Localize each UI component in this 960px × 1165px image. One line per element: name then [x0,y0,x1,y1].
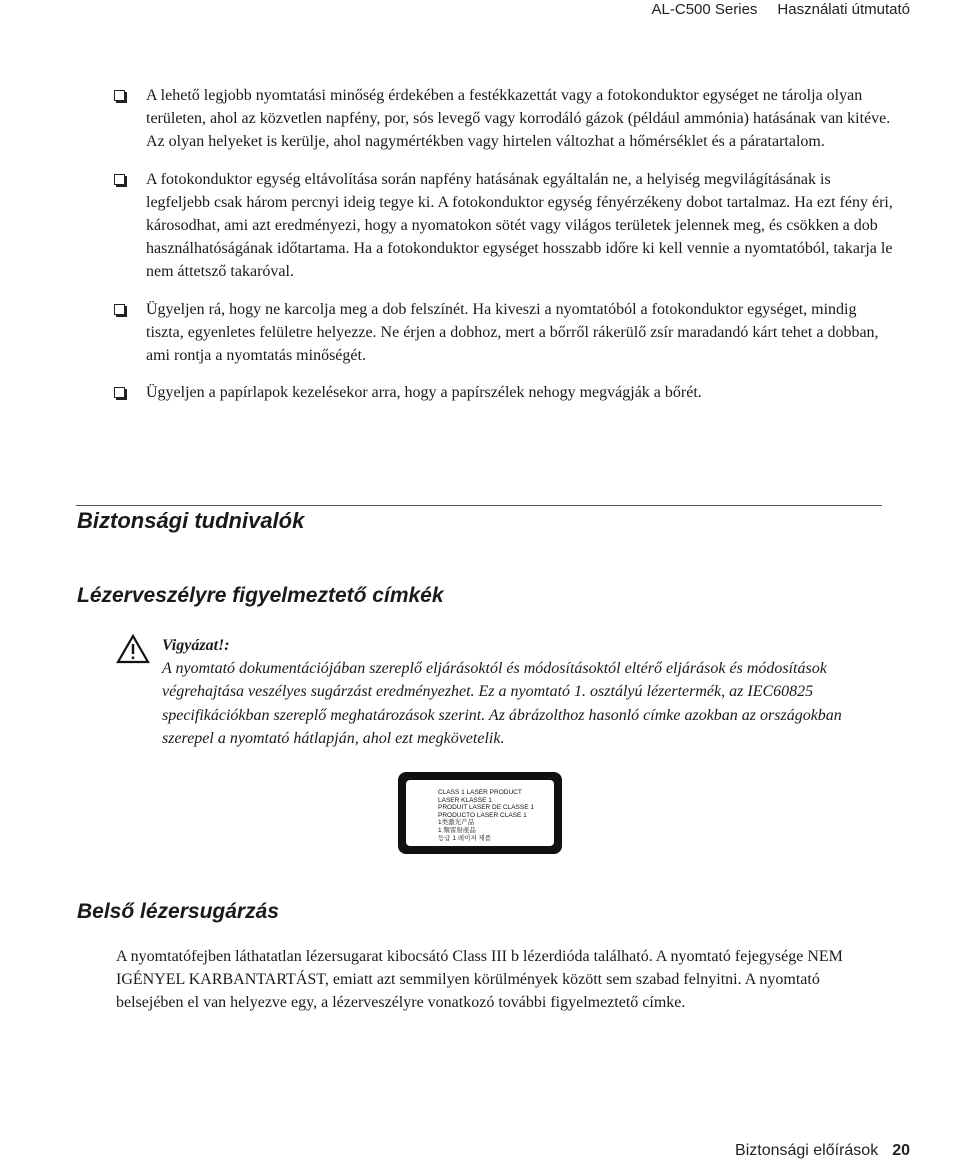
laser-label-line: 1类激光产品 [438,819,475,827]
section-divider [76,505,882,506]
laser-label-line: 등급 1 레이저 제품 [438,834,491,842]
list-item [114,381,894,404]
section-title: Biztonsági tudnivalók [77,508,305,533]
bullet-list [114,84,894,418]
list-item-text: Ügyeljen a papírlapok kezelésekor arra, hogy a papírszélek nehogy megvágják a bőrét. [146,384,702,402]
laser-label-line: CLASS 1 LASER PRODUCT [438,789,522,796]
subsection-title-internal-laser: Belső lézersugárzás [77,900,279,923]
warning-text: A nyomtató dokumentációjában szereplő eljárásoktól és módosításoktól eltérő eljárások és módosítások végrehajtása veszélyes sugárzást eredményezhet. Ez a nyomtató 1. osztályú lézertermék, az IEC60825 specifikációkban szereplő meghatározások szerint. Az ábrázolthoz hasonló címke azokban az országokban szerepel a nyomtató hátlapján, ahol ezt megkövetelik. [162,660,842,747]
warning-block [162,634,882,750]
list-item [114,84,894,154]
subsection-title-laser-labels: Lézerveszélyre figyelmeztető címkék [77,584,444,607]
warning-triangle-icon [116,634,150,664]
product-name: AL-C500 Series [651,1,758,18]
checkbox-bullet-icon [114,304,125,315]
footer-chapter: Biztonsági előírások [735,1142,879,1159]
internal-laser-paragraph: A nyomtatófejben láthatatlan lézersugarat kibocsátó Class III b lézerdióda található. A nyomtató fejegysége NEM IGÉNYEL KARBANTARTÁST, emiatt azt semmilyen körülmények között sem szabad felnyitni. A nyomtató belsejében el van helyezve egy, a lézerveszélyre vonatkozó további figyelmeztető címke. [116,948,843,1012]
list-item [114,298,894,368]
laser-label-inner [406,780,554,846]
page-number: 20 [892,1142,910,1159]
checkbox-bullet-icon [114,387,125,398]
page-header [652,1,910,23]
list-item-text: A fotokonduktor egység eltávolítása során napfény hatásának egyáltalán ne, a helyiség megvilágításának is legfeljebb csak három percnyi ideig tegye ki. A fotokonduktor egység fényérzékeny dobot tartalmaz. Ha ezt fény éri, károsodhat, ami azt eredményezi, hogy a nyomatokon sötét vagy világos területek jelennek meg, és csökken a dob használhatóságának időtartama. Ha a fotokonduktor egységet hosszabb időre ki kell vennie a nyomtatóból, takarja le nem áttetsző takaróval. [146,170,893,281]
laser-label-line: PRODUIT LASER DE CLASSE 1 [438,804,534,812]
checkbox-bullet-icon [114,90,125,101]
document-title: Használati útmutató [777,1,910,18]
list-item-text: Ügyeljen rá, hogy ne karcolja meg a dob felszínét. Ha kiveszi a nyomtatóból a fotokonduktor egységet, mindig tiszta, egyenletes felületre helyezze. Ne érjen a dobhoz, mert a bőrről rákerülő zsír maradandó kárt tehet a dobban, ami rontja a nyomtatás minőségét. [146,300,879,365]
laser-label-line: 1 類雷射產品 [438,826,476,834]
laser-product-label [398,772,562,854]
warning-title: Vigyázat!: [162,637,230,654]
laser-label-line: PRODUCTO LASER CLASE 1 [438,811,527,819]
page-footer [735,1142,910,1160]
checkbox-bullet-icon [114,174,125,185]
laser-label-line: LASER KLASSE 1 [438,796,492,804]
list-item [114,168,894,284]
list-item-text: A lehető legjobb nyomtatási minőség érdekében a festékkazettát vagy a fotokonduktor egységet ne tárolja olyan területen, ahol az közvetlen napfény, por, sós levegő vagy korrodáló gázok (például ammónia) hatásának van kitéve. Az olyan helyeket is kerülje, ahol nagymértékben vagy hirtelen változhat a hőmérséklet és a páratartalom. [146,87,891,151]
